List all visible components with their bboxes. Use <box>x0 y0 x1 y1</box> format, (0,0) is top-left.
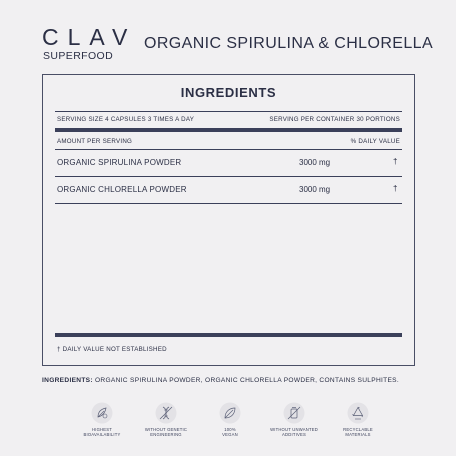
row-dv-spirulina: † <box>393 157 398 166</box>
badge-no-additives <box>264 402 324 438</box>
badge-recyclable <box>328 402 388 438</box>
badge-vegan <box>200 402 260 438</box>
col-dv-header: % DAILY VALUE <box>350 138 400 145</box>
row-dv-chlorella: † <box>393 184 398 193</box>
divider <box>55 176 402 177</box>
badge-label-line1: 100% <box>224 427 236 432</box>
divider-thick <box>55 333 402 337</box>
divider <box>55 203 402 204</box>
no-gmo-icon <box>155 402 177 424</box>
divider-thick <box>55 128 402 132</box>
bioavailability-icon <box>91 402 113 424</box>
col-amount-header: AMOUNT PER SERVING <box>57 138 133 145</box>
brand-subtitle: SUPERFOOD <box>43 50 114 62</box>
badge-row <box>72 402 388 452</box>
panel-title: INGREDIENTS <box>180 85 277 100</box>
badge-label-line2: VEGAN <box>222 432 238 438</box>
badge-label-line1: HIGHEST <box>91 427 112 432</box>
badge-label-line2: MATERIALS <box>345 432 371 438</box>
no-additives-icon <box>283 402 305 424</box>
badge-label-line2: ENGINEERING <box>150 432 182 438</box>
ingredients-panel <box>42 74 415 366</box>
row-amount-spirulina: 3000 mg <box>299 158 331 167</box>
brand-name: CLAV <box>42 24 137 50</box>
divider <box>55 111 402 112</box>
row-amount-chlorella: 3000 mg <box>299 185 331 194</box>
badge-label-line1: WITHOUT UNWANTED <box>270 427 318 432</box>
vegan-leaf-icon <box>219 402 241 424</box>
serving-size: SERVING SIZE 4 CAPSULES 3 TIMES A DAY <box>57 116 195 123</box>
row-name-spirulina: ORGANIC SPIRULINA POWDER <box>57 158 182 167</box>
badge-label-line1: WITHOUT GENETIC <box>144 427 188 432</box>
badge-label-line2: BIOAVAILABILITY <box>83 432 121 438</box>
ingredients-label: INGREDIENTS: <box>42 377 93 384</box>
ingredients-text: ORGANIC SPIRULINA POWDER, ORGANIC CHLORELLA POWDER, CONTAINS SULPHITES. <box>92 377 400 384</box>
badge-bioavailability <box>72 402 132 438</box>
recyclable-icon <box>347 402 369 424</box>
servings-per-container: SERVING PER CONTAINER 30 PORTIONS <box>269 116 400 123</box>
footnote: † DAILY VALUE NOT ESTABLISHED <box>57 346 167 353</box>
divider <box>55 149 402 150</box>
badge-no-gmo <box>136 402 196 438</box>
badge-label-line2: ADDITIVES <box>282 432 306 438</box>
row-name-chlorella: ORGANIC CHLORELLA POWDER <box>57 185 187 194</box>
product-name: ORGANIC SPIRULINA & CHLORELLA <box>144 35 434 52</box>
badge-label-line1: RECYCLABLE <box>343 427 373 432</box>
ingredients-statement <box>42 377 399 384</box>
